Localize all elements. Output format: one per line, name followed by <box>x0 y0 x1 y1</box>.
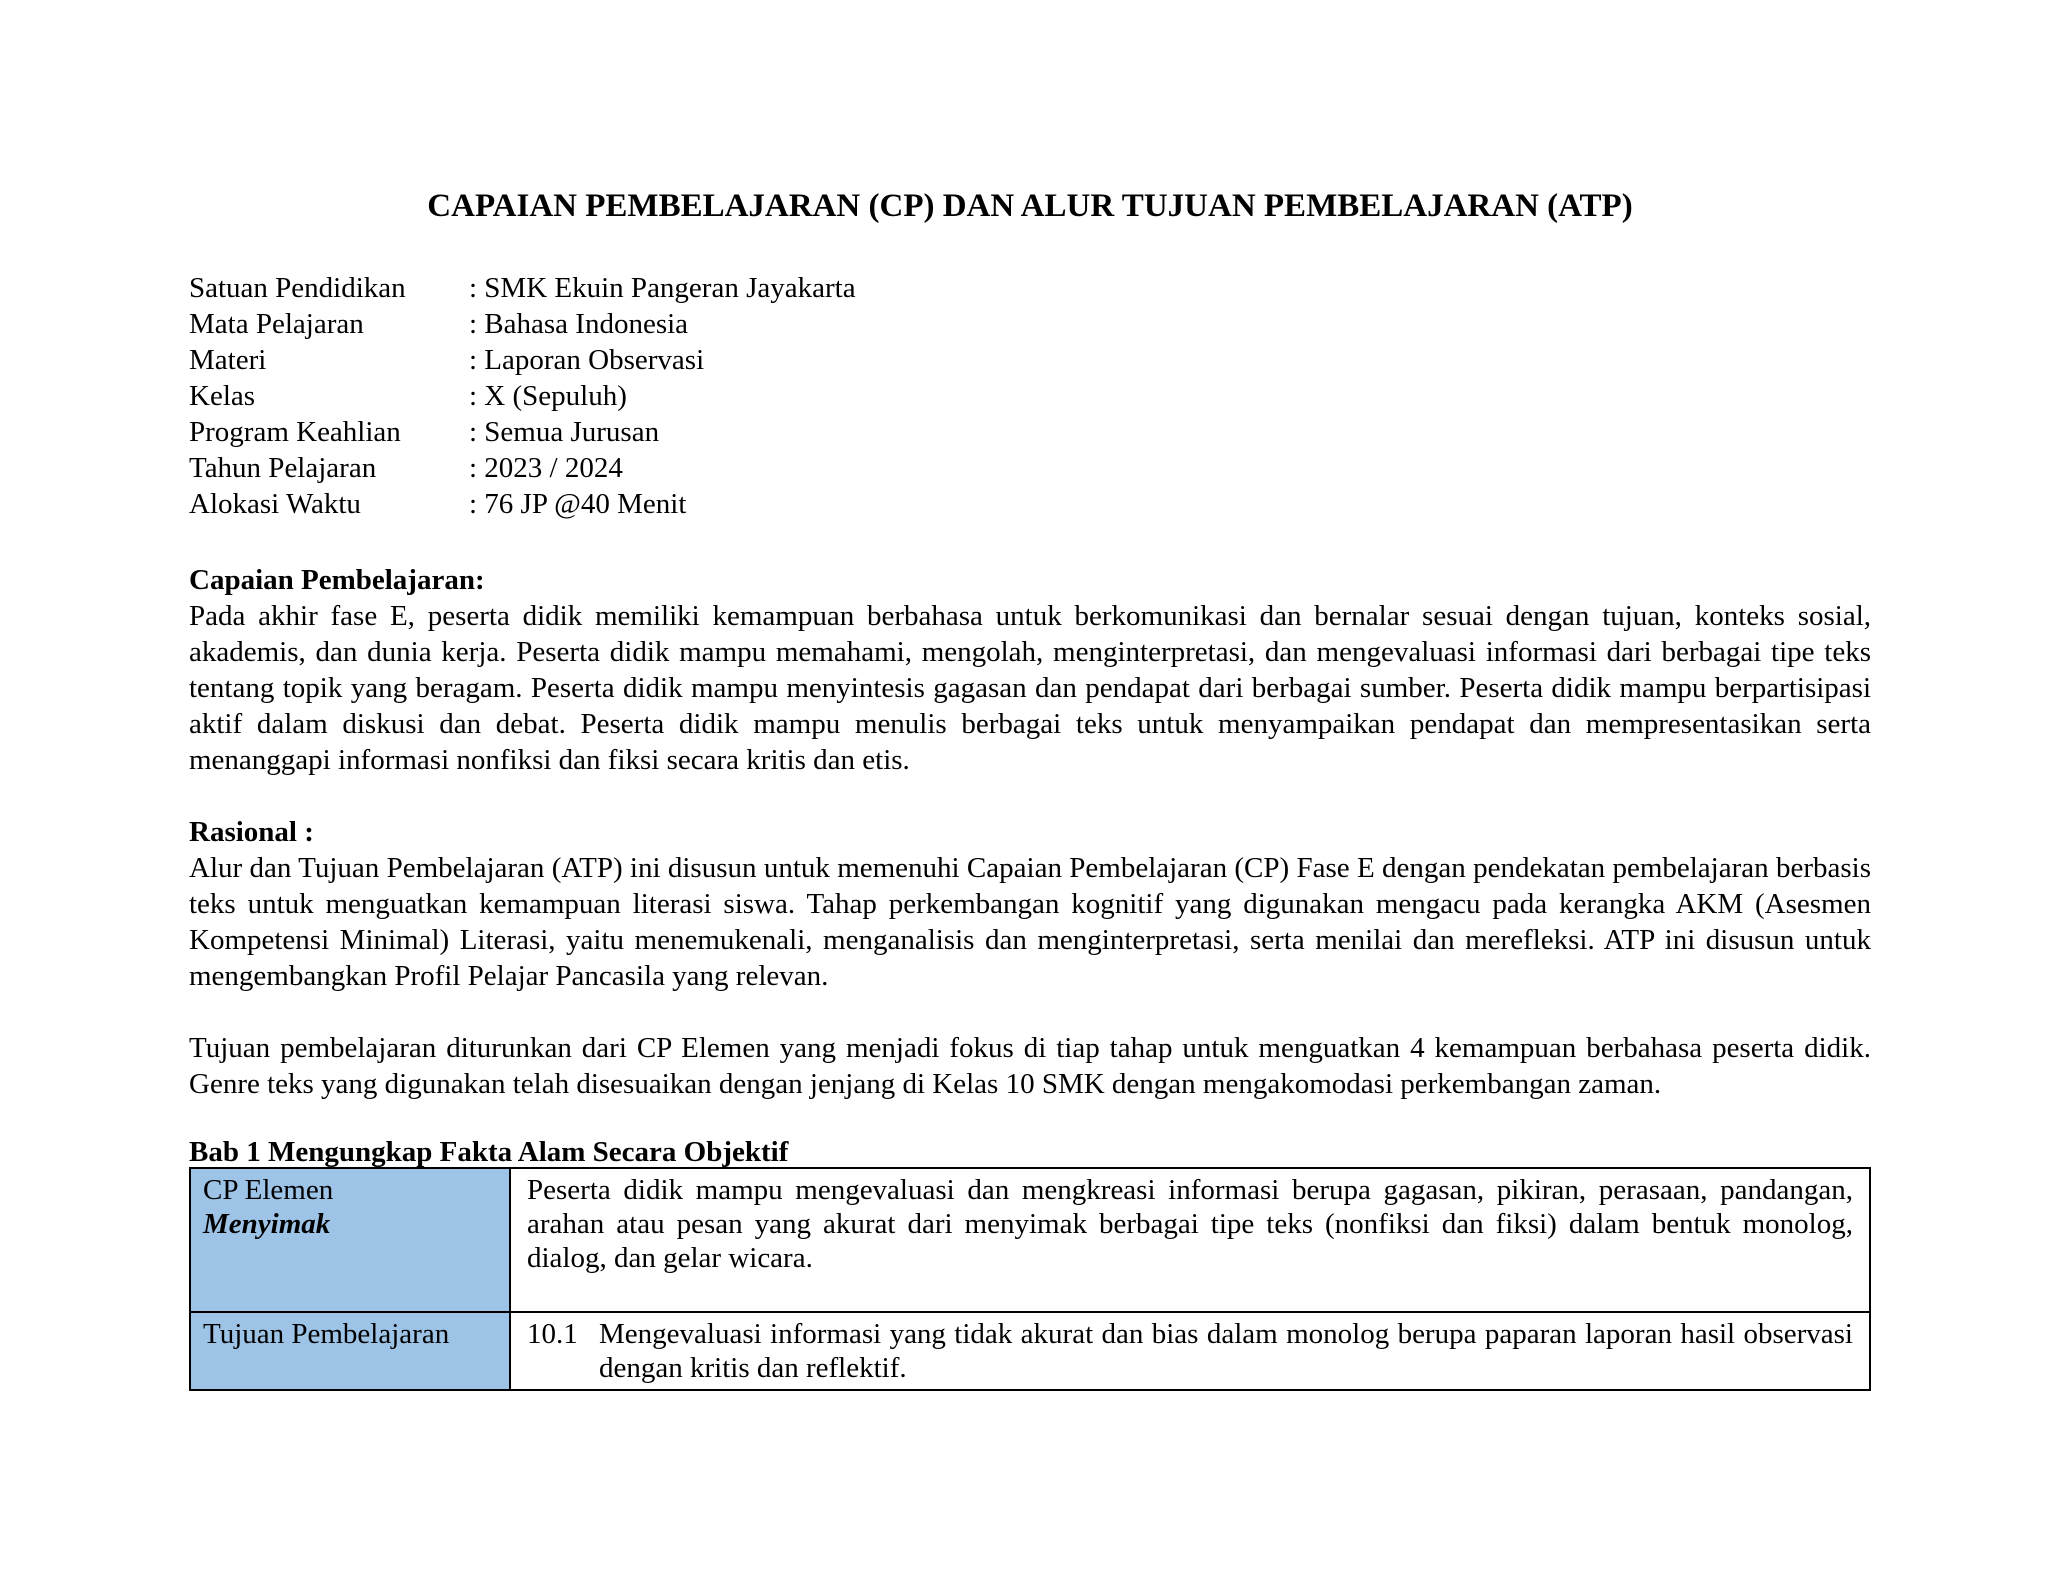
meta-label: Alokasi Waktu <box>189 488 361 520</box>
rasional-heading: Rasional : <box>189 816 314 848</box>
meta-label: Tahun Pelajaran <box>189 452 377 484</box>
cp-element-name: Menyimak <box>203 1208 331 1240</box>
rasional-section <box>189 814 1871 994</box>
meta-label: Materi <box>189 344 267 376</box>
capaian-heading: Capaian Pembelajaran: <box>189 564 485 596</box>
meta-row-materi <box>189 342 856 378</box>
meta-row-satuan-pendidikan <box>189 270 856 306</box>
meta-row-tahun-pelajaran <box>189 450 856 486</box>
capaian-section <box>189 562 1871 778</box>
meta-value: : SMK Ekuin Pangeran Jayakarta <box>469 272 856 304</box>
cp-label-cell <box>190 1168 510 1312</box>
meta-label: Mata Pelajaran <box>189 308 364 340</box>
table-row-tujuan-pembelajaran <box>190 1312 1870 1390</box>
tp-label-cell: Tujuan Pembelajaran <box>190 1312 510 1390</box>
meta-value: : 76 JP @40 Menit <box>469 488 687 520</box>
cp-table <box>189 1167 1871 1391</box>
cp-label: CP Elemen <box>203 1174 334 1206</box>
meta-label: Program Keahlian <box>189 416 401 448</box>
meta-value: : Semua Jurusan <box>469 416 660 448</box>
tujuan-paragraph: Tujuan pembelajaran diturunkan dari CP Elemen yang menjadi fokus di tiap tahap untuk menguatkan 4 kemampuan berbahasa peserta didik. Genre teks yang digunakan telah disesuaikan dengan jenjang di Kelas 10 SMK dengan mengakomodasi perkembangan zaman. <box>189 1032 1871 1100</box>
identity-block <box>189 270 856 522</box>
meta-label: Kelas <box>189 380 256 412</box>
meta-label: Satuan Pendidikan <box>189 272 406 304</box>
document-title: CAPAIAN PEMBELAJARAN (CP) DAN ALUR TUJUAN PEMBELAJARAN (ATP) <box>427 188 1633 224</box>
capaian-paragraph: Pada akhir fase E, peserta didik memiliki kemampuan berbahasa untuk berkomunikasi dan bernalar sesuai dengan tujuan, konteks sosial, akademis, dan dunia kerja. Peserta didik mampu memahami, mengolah, menginterpretasi, dan mengevaluasi informasi dari berbagai tipe teks tentang topik yang beragam. Peserta didik mampu menyintesis gagasan dan pendapat dari berbagai sumber. Peserta didik mampu berpartisipasi aktif dalam diskusi dan debat. Peserta didik mampu menulis berbagai teks untuk menyampaikan pendapat dan mempresentasikan serta menanggapi informasi nonfiksi dan fiksi secara kritis dan etis. <box>189 600 1871 776</box>
tp-number: 10.1 <box>527 1318 578 1350</box>
cp-content-cell: Peserta didik mampu mengevaluasi dan mengkreasi informasi berupa gagasan, pikiran, perasaan, pandangan, arahan atau pesan yang akurat dari menyimak berbagai tipe teks (nonfiksi dan fiksi) dalam bentuk monolog, dialog, dan gelar wicara. <box>510 1168 1870 1312</box>
meta-value: : 2023 / 2024 <box>469 452 623 484</box>
tp-content-cell <box>510 1312 1870 1390</box>
table-row-cp-elemen <box>190 1168 1870 1312</box>
tujuan-section <box>189 1030 1871 1102</box>
meta-row-program-keahlian <box>189 414 856 450</box>
rasional-paragraph: Alur dan Tujuan Pembelajaran (ATP) ini disusun untuk memenuhi Capaian Pembelajaran (CP) Fase E dengan pendekatan pembelajaran berbasis teks untuk menguatkan kemampuan literasi siswa. Tahap perkembangan kognitif yang digunakan mengacu pada kerangka AKM (Asesmen Kompetensi Minimal) Literasi, yaitu menemukenali, menganalisis dan menginterpretasi, serta menilai dan merefleksi. ATP ini disusun untuk mengembangkan Profil Pelajar Pancasila yang relevan. <box>189 852 1871 992</box>
meta-row-mata-pelajaran <box>189 306 856 342</box>
tp-text: Mengevaluasi informasi yang tidak akurat dan bias dalam monolog berupa paparan laporan hasil observasi dengan kritis dan reflektif. <box>599 1318 1853 1384</box>
meta-row-alokasi-waktu <box>189 486 856 522</box>
meta-value: : X (Sepuluh) <box>469 380 627 412</box>
meta-value: : Bahasa Indonesia <box>469 308 689 340</box>
tp-item <box>527 1317 1853 1385</box>
meta-row-kelas <box>189 378 856 414</box>
chapter-title: Bab 1 Mengungkap Fakta Alam Secara Objektif <box>189 1136 789 1168</box>
meta-value: : Laporan Observasi <box>469 344 705 376</box>
